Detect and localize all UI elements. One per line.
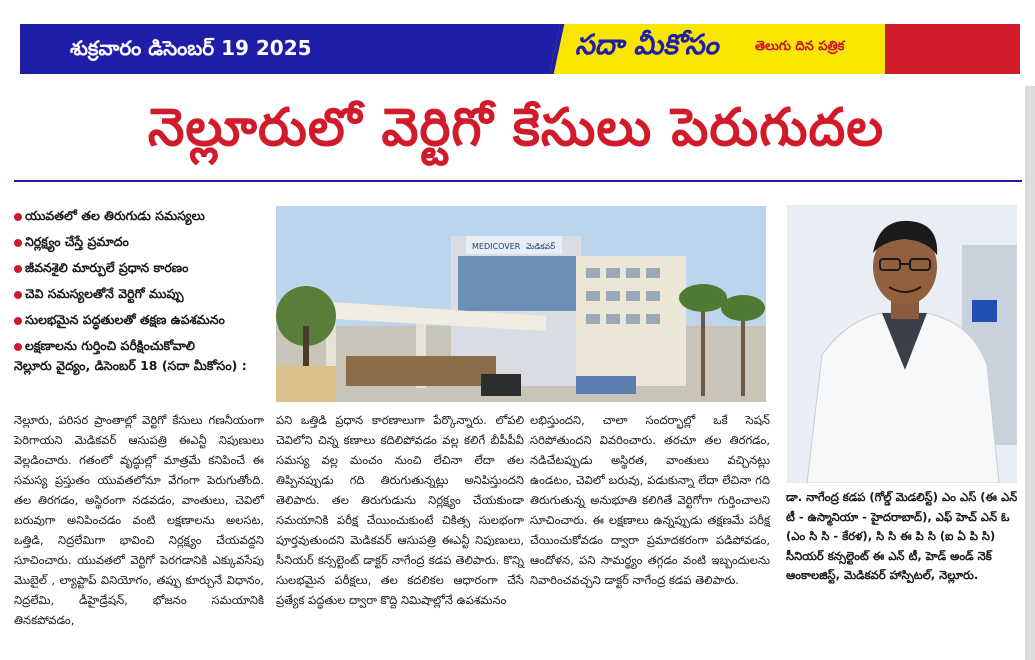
highlight-item [14,229,264,255]
medicover-logo: MEDICOVER [472,242,521,251]
highlight-item [14,281,264,307]
bullet-dot-icon [14,265,22,273]
masthead [20,24,1020,74]
newspaper-tagline: తెలుగు దిన పత్రిక [755,39,845,54]
masthead-red-band [885,24,1020,74]
article-headline: నెల్లూరులో వెర్టిగో కేసులు పెరుగుదల [147,98,885,158]
bullet-dot-icon [14,343,22,351]
article-column-1: నెల్లూరు, పరిసర ప్రాంతాల్లో వెర్టిగో కేసులు గణనీయంగా పెరిగాయని మెడికవర్ ఆసుపత్రి ఈఎన్టీ నిపుణులు వెల్లడించారు. గతంలో వృద్ధుల్లో మాత్రమే కనిపించే ఈ సమస్య ప్రస్తుతం యువతలోనూ వేగంగా పెరుగుతోంది. తల తిరగడం, అస్థిరంగా నడవడం, వాంతులు, చెవిలో బరువుగా అనిపించడం వంటి లక్షణాలను అలసట, ఒత్తిడి, నిద్రలేమిగా భావించి నిర్లక్ష్యం చేయవద్దని సూచించారు. యువతలో వెర్టిగో పెరగడానికి ఎక్కువసేపు మొబైల్ , ల్యాప్టాప్ వినియోగం, తప్పు కూర్చునే విధానం, నిద్రలేమి, డీహైడ్రేషన్, భోజనం సమయానికి తినకపోవడం, [14,413,264,627]
highlight-text: యువతలో తల తిరుగుడు సమస్యలు [25,208,205,223]
doctor-caption: డా. నాగేంద్ర కడప (గోల్డ్ మెడలిస్ట్) ఎం ఎస్ (ఈ ఎన్ టీ - ఉస్మానియా - హైదరాబాద్), ఎఫ్ హెచ్ ఎన్ ఓ (ఎం సి సి - కేరళ), సి సి ఈ పి సి (ఐ ఏ పి సి) సీనియర్ కన్సల్టెంట్ ఈ ఎన్ టీ, హెడ్ అండ్ నెక్ ఆంకాలజిస్ట్, మెడికవర్ హాస్పిటల్, నెల్లూరు. [786,490,1018,582]
article-column-3: లభిస్తుందని, చాలా సందర్భాల్లో ఒకే సెషన్ సరిపోతుందని వివరించారు. తరచూ తల తిరగడం, నడిచేటప్పుడు అస్థిరత, వాంతులు వచ్చినట్లు ఉండటం, చెవిలో బరువు, పడుకున్నా లేదా లేచినా గది తిరుగుతున్న అనుభూతి కలిగితే వెర్టిగోగా గుర్తించాలని సూచించారు. ఈ లక్షణాలు ఉన్నప్పుడు తక్షణమే పరీక్ష చేయించుకోవడం ద్వారా ప్రమాదకరంగా పడిపోవడం, ఆందోళన, పని సామర్థ్యం తగ్గడం వంటి ఇబ్బందులను నివారించవచ్చని డాక్టర్ నాగేంద్ర కడప తెలిపారు. [530,413,770,587]
highlight-text: సులభమైన పద్ధతులతో తక్షణ ఉపశమనం [25,312,225,327]
bullet-dot-icon [14,239,22,247]
medicover-telugu-sign: మెడికవర్ [526,242,555,251]
newspaper-logo: సదా మీకోసం [575,28,719,61]
headline-divider [14,180,1022,182]
highlight-item [14,255,264,281]
highlight-item [14,307,264,333]
highlight-text: నిర్లక్ష్యం చేస్తే ప్రమాదం [25,234,129,249]
bullet-dot-icon [14,213,22,221]
article-dateline: నెల్లూరు వైద్యం, డిసెంబర్ 18 (సదా మీకోసం) : [14,358,247,373]
highlight-text: లక్షణాలను గుర్తించి పరీక్షించుకోవాలి [25,338,195,353]
bullet-dot-icon [14,291,22,299]
page-edge [1025,86,1035,660]
bullet-dot-icon [14,317,22,325]
article-column-2: పని ఒత్తిడి ప్రధాన కారణాలుగా పేర్కొన్నారు. లోపలి చెవిలోని చిన్న కణాలు కదిలిపోవడం వల్ల కలిగే బీపీపీవీ సమస్య వల్ల మంచం నుంచి లేచినా లేదా తల తిప్పినప్పుడు గది తిరుగుతున్నట్లు అనిపిస్తుందని తెలిపారు. తల తిరుగుడును నిర్లక్ష్యం చేయకుండా సమయానికి పరీక్ష చేయించుకుంటే చికిత్స సులభంగా పూర్తవుతుందని మెడికవర్ ఆసుపత్రి ఈఎన్టీ నిపుణులు, సీనియర్ కన్సల్టెంట్ డాక్టర్ నాగేంద్ర కడప తెలిపారు. కొన్ని సులభమైన పరీక్షలు, తల కదలికల ఆధారంగా చేసే ప్రత్యేక పద్ధతుల ద్వారా కొద్ది నిమిషాల్లోనే ఉపశమనం [276,413,524,607]
issue-date: శుక్రవారం డిసెంబర్ 19 2025 [70,36,312,60]
hospital-building-photo [276,206,766,402]
highlight-text: జీవనశైలి మార్పులే ప్రధాన కారణం [25,260,189,275]
highlight-text: చెవి సమస్యలతోనే వెర్టిగో ముప్పు [25,286,184,301]
doctor-portrait-photo [787,205,1017,483]
highlights-list [14,203,264,359]
highlight-item [14,203,264,229]
